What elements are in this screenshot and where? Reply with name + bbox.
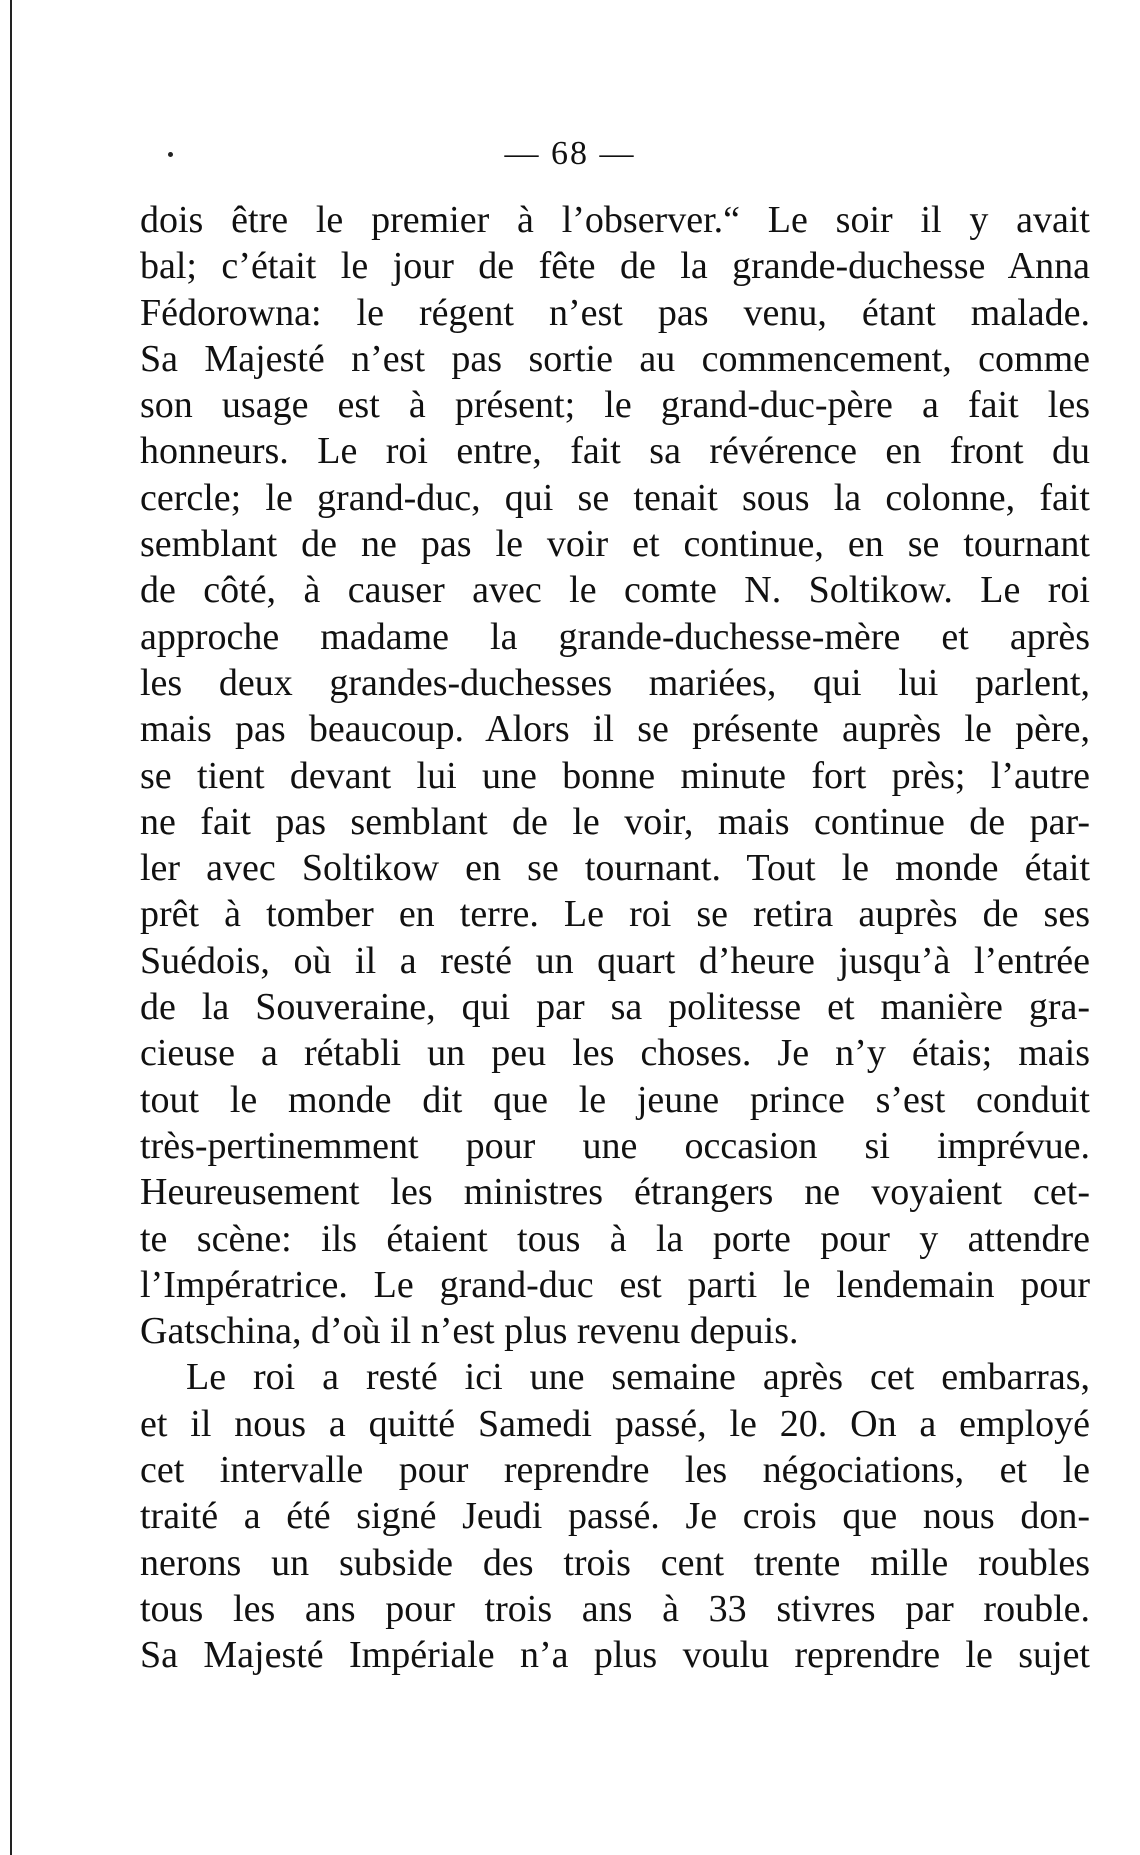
text-line: te scène: ils étaient tous à la porte pour y attendre: [140, 1217, 1090, 1260]
text-line: semblant de ne pas le voir et continue, en se tournant: [140, 523, 1090, 566]
text-line: de côté, à causer avec le comte N. Soltikow. Le roi: [140, 569, 1090, 612]
text-line: cercle; le grand-duc, qui se tenait sous la colonne, fait: [140, 476, 1090, 519]
text-line: cieuse a rétabli un peu les choses. Je n’y étais; mais: [140, 1032, 1090, 1075]
text-line: approche madame la grande-duchesse-mère et après: [140, 615, 1090, 658]
text-line: Sa Majesté Impériale n’a plus voulu reprendre le sujet: [140, 1634, 1090, 1677]
text-line: les deux grandes-duchesses mariées, qui lui parlent,: [140, 661, 1090, 704]
text-line: Suédois, où il a resté un quart d’heure jusqu’à l’entrée: [140, 939, 1090, 982]
text-line: ler avec Soltikow en se tournant. Tout le monde était: [140, 847, 1090, 890]
paragraph-end-line: Gatschina, d’où il n’est plus revenu depuis.: [140, 1310, 799, 1353]
text-line: ne fait pas semblant de le voir, mais continue de par-: [140, 800, 1090, 843]
text-line: tous les ans pour trois ans à 33 stivres par rouble.: [140, 1587, 1090, 1630]
text-line: traité a été signé Jeudi passé. Je crois que nous don-: [140, 1495, 1090, 1538]
text-line: et il nous a quitté Samedi passé, le 20. On a employé: [140, 1402, 1090, 1445]
text-line: très-pertinemment pour une occasion si imprévue.: [140, 1124, 1090, 1167]
text-line: honneurs. Le roi entre, fait sa révérence en front du: [140, 430, 1090, 473]
text-line: se tient devant lui une bonne minute fort près; l’autre: [140, 754, 1090, 797]
page-number: — 68 —: [504, 135, 636, 172]
text-line: prêt à tomber en terre. Le roi se retira auprès de ses: [140, 893, 1090, 936]
paragraph-start-line: Le roi a resté ici une semaine après cet embarras,: [186, 1356, 1090, 1399]
text-line: tout le monde dit que le jeune prince s’est conduit: [140, 1078, 1090, 1121]
text-line: l’Impératrice. Le grand-duc est parti le lendemain pour: [140, 1263, 1090, 1306]
text-line: Fédorowna: le régent n’est pas venu, étant malade.: [140, 291, 1090, 334]
text-line: Heureusement les ministres étrangers ne voyaient cet-: [140, 1171, 1090, 1214]
text-line: dois être le premier à l’observer.“ Le soir il y avait: [140, 199, 1090, 241]
text-line: cet intervalle pour reprendre les négociations, et le: [140, 1449, 1090, 1492]
text-line: de la Souveraine, qui par sa politesse et manière gra-: [140, 986, 1090, 1029]
text-line: Sa Majesté n’est pas sortie au commencement, comme: [140, 337, 1090, 380]
text-line: nerons un subside des trois cent trente mille roubles: [140, 1541, 1090, 1584]
text-line: son usage est à présent; le grand-duc-père a fait les: [140, 384, 1090, 427]
text-line: mais pas beaucoup. Alors il se présente auprès le père,: [140, 708, 1090, 751]
left-margin-rule: [10, 0, 12, 1855]
body-text: [140, 197, 1090, 1679]
text-line: bal; c’était le jour de fête de la grande-duchesse Anna: [140, 245, 1090, 288]
